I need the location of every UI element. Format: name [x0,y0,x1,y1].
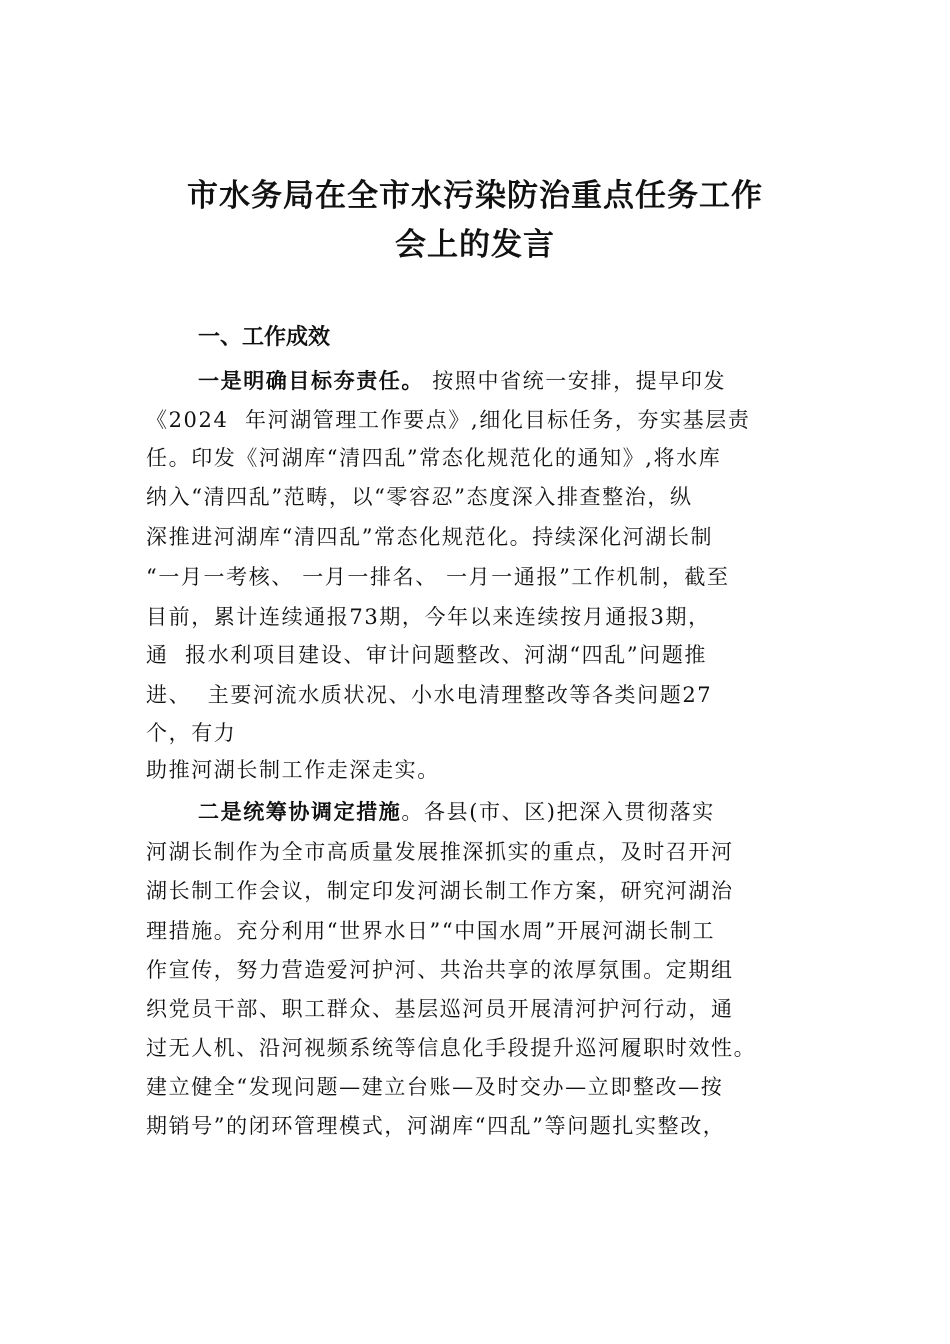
paragraph-2-line-1 [198,797,715,827]
paragraph-2-line-9: 期销号”的闭环管理模式，河湖库“四乱”等问题扎实整改， [146,1114,726,1138]
paragraph-1-line-9: 进、 主要河流水质状况、小水电清理整改等各类问题27 [146,683,713,707]
paragraph-2-line-2: 河湖长制作为全市高质量发展推深抓实的重点，及时召开河 [146,840,734,864]
document-title-line-2: 会上的发言 [395,227,555,263]
section-heading-achievements: 一、工作成效 [198,325,331,350]
paragraph-1-line-5: 深推进河湖库“清四乱”常态化规范化。持续深化河湖长制 [146,525,714,549]
paragraph-1-text: 按照中省统一安排，提早印发 [424,369,727,393]
paragraph-2-line-3: 湖长制工作会议，制定印发河湖长制工作方案，研究河湖治 [146,879,734,903]
paragraph-1-line-11: 助推河湖长制工作走深走实。 [146,758,440,782]
paragraph-1-line-1 [198,366,726,396]
paragraph-1-line-10: 个，有力 [146,721,237,745]
paragraph-2-line-6: 织党员干部、职工群众、基层巡河员开展清河护河行动，通 [146,997,734,1021]
paragraph-2-line-4: 理措施。充分利用“世界水日”“中国水周”开展河湖长制工 [146,919,716,943]
paragraph-1-line-6: “一月一考核、 一月一排名、 一月一通报”工作机制，截至 [146,565,730,589]
paragraph-1-lead: 一是明确目标夯责任。 [198,369,424,393]
paragraph-2-lead: 二是统筹协调定措施 [198,800,402,824]
paragraph-2-text: 。各县(市、区)把深入贯彻落实 [401,800,715,824]
paragraph-1-line-7: 目前，累计连续通报73期，今年以来连续按月通报3期， [146,605,711,629]
paragraph-2-line-5: 作宣传，努力营造爱河护河、共治共享的浓厚氛围。定期组 [146,958,734,982]
paragraph-1-line-4: 纳入“清四乱”范畴，以“零容忍”态度深入排查整治，纵 [146,485,693,509]
paragraph-1-line-2: 《2024 年河湖管理工作要点》,细化目标任务，夯实基层责 [146,408,751,432]
paragraph-2-line-7: 过无人机、沿河视频系统等信息化手段提升巡河履职时效性。 [146,1036,757,1060]
paragraph-2-line-8: 建立健全“发现问题—建立台账—及时交办—立即整改—按 [146,1075,724,1099]
paragraph-1-line-8: 通 报水利项目建设、审计问题整改、河湖“四乱”问题推 [146,643,708,667]
paragraph-1-line-3: 任。印发《河湖库“清四乱”常态化规范化的通知》,将水库 [146,446,722,470]
document-title-line-1: 市水务局在全市水污染防治重点任务工作 [187,178,763,214]
